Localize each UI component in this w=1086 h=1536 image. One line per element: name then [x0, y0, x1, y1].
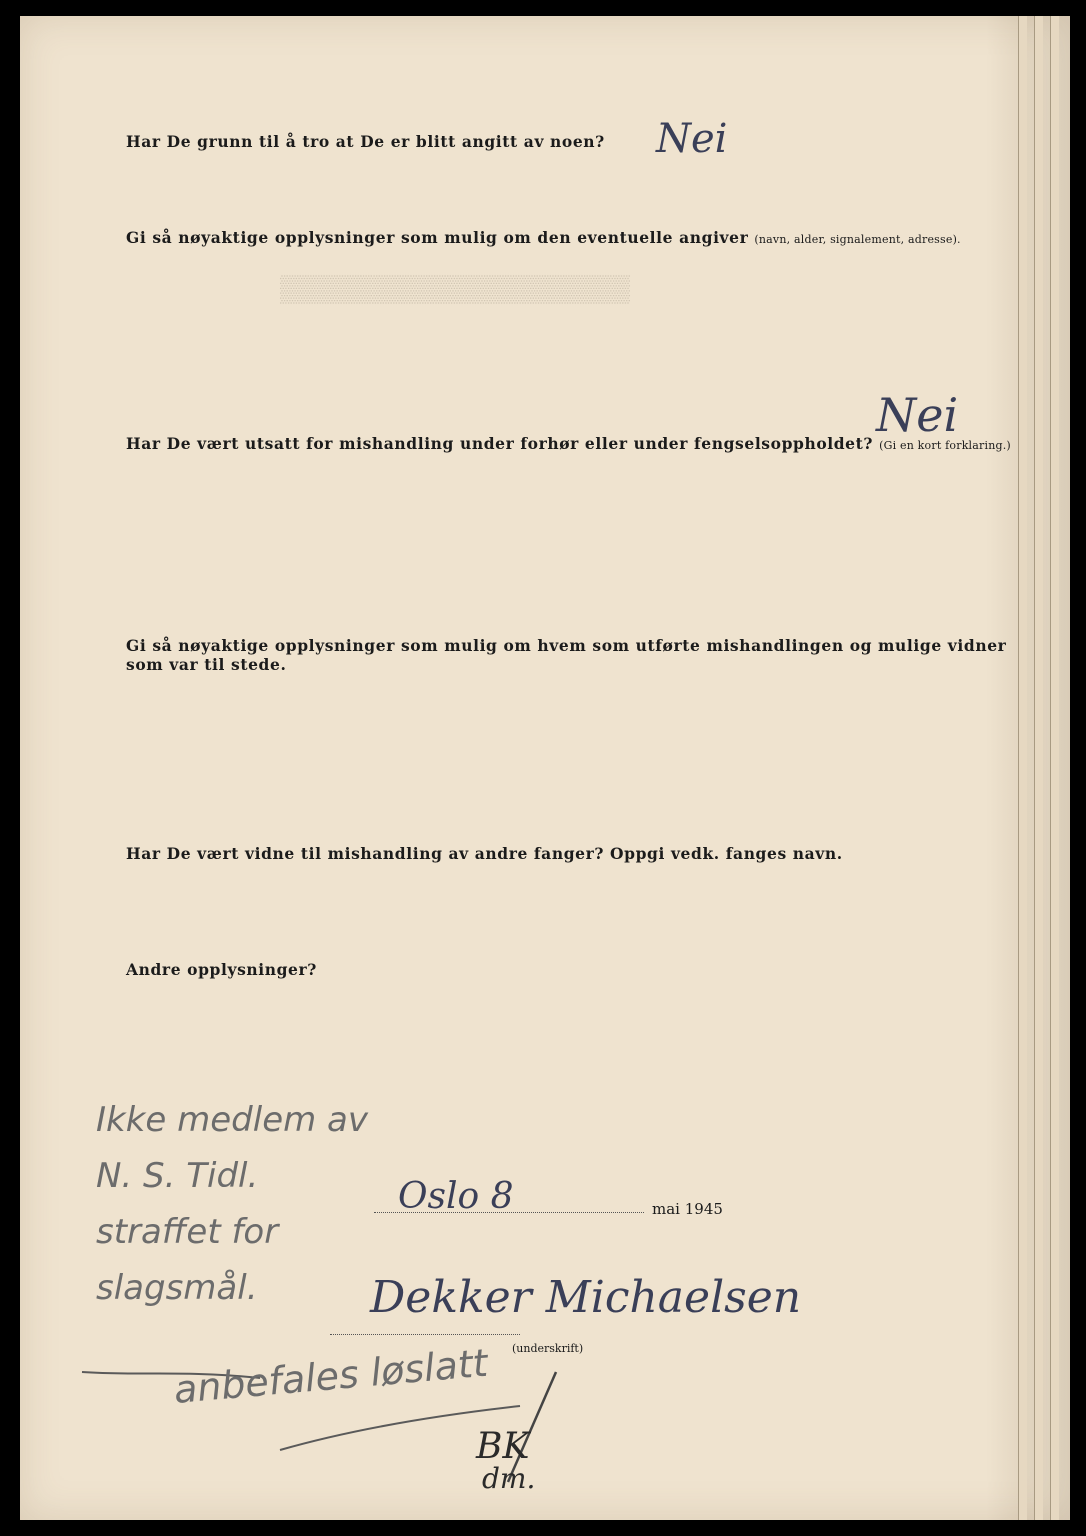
question-andre-opplysninger: Andre opplysninger? — [126, 960, 317, 979]
question-mishandling: Har De vært utsatt for mishandling under forhør eller under fengselsoppholdet? (Gi en kort forklaring.) — [126, 434, 1011, 453]
margin-note — [96, 1092, 368, 1316]
answer-angitt: Nei — [656, 116, 728, 162]
question-angiver-note: (navn, alder, signalement, adresse). — [754, 233, 961, 246]
page-edge-1 — [1018, 16, 1027, 1520]
question-angiver: Gi så nøyaktige opplysninger som mulig om den eventuelle angiver (navn, alder, signalement, adresse). — [126, 228, 961, 247]
question-angitt: Har De grunn til å tro at De er blitt angitt av noen? — [126, 132, 605, 151]
margin-note-line1: Ikke medlem av — [96, 1100, 368, 1140]
question-utforte-mishandlingen-line2: som var til stede. — [126, 655, 287, 674]
margin-note-line2: N. S. Tidl. — [96, 1156, 259, 1196]
signature-label: (underskrift) — [512, 1342, 584, 1355]
document-page — [20, 16, 1070, 1520]
signature: Dekker Michaelsen — [370, 1272, 802, 1323]
answer-mishandling: Nei — [876, 388, 959, 442]
signature-line — [330, 1334, 520, 1335]
recommendation-sub: dm. — [482, 1462, 536, 1495]
recommendation-initials: BK — [476, 1426, 530, 1467]
date-printed: mai 1945 — [652, 1200, 723, 1218]
page-edge-3 — [1050, 16, 1059, 1520]
recommendation-text: anbefales løslatt — [172, 1340, 490, 1412]
question-utforte-mishandlingen: Gi så nøyaktige opplysninger som mulig om hvem som utførte mishandlingen og mulige vidner som var til stede. — [126, 636, 1007, 674]
place-written: Oslo 8 — [398, 1176, 514, 1217]
page-edge-2 — [1034, 16, 1043, 1520]
question-vidne: Har De vært vidne til mishandling av andre fanger? Oppgi vedk. fanges navn. — [126, 844, 843, 863]
margin-note-line4: slagsmål. — [96, 1268, 258, 1308]
margin-note-line3: straffet for — [96, 1212, 279, 1252]
question-mishandling-note: (Gi en kort forklaring.) — [879, 439, 1011, 452]
bleed-through-text: ▒▒▒▒▒▒▒▒▒▒▒▒▒▒▒▒▒▒▒ — [280, 274, 630, 303]
